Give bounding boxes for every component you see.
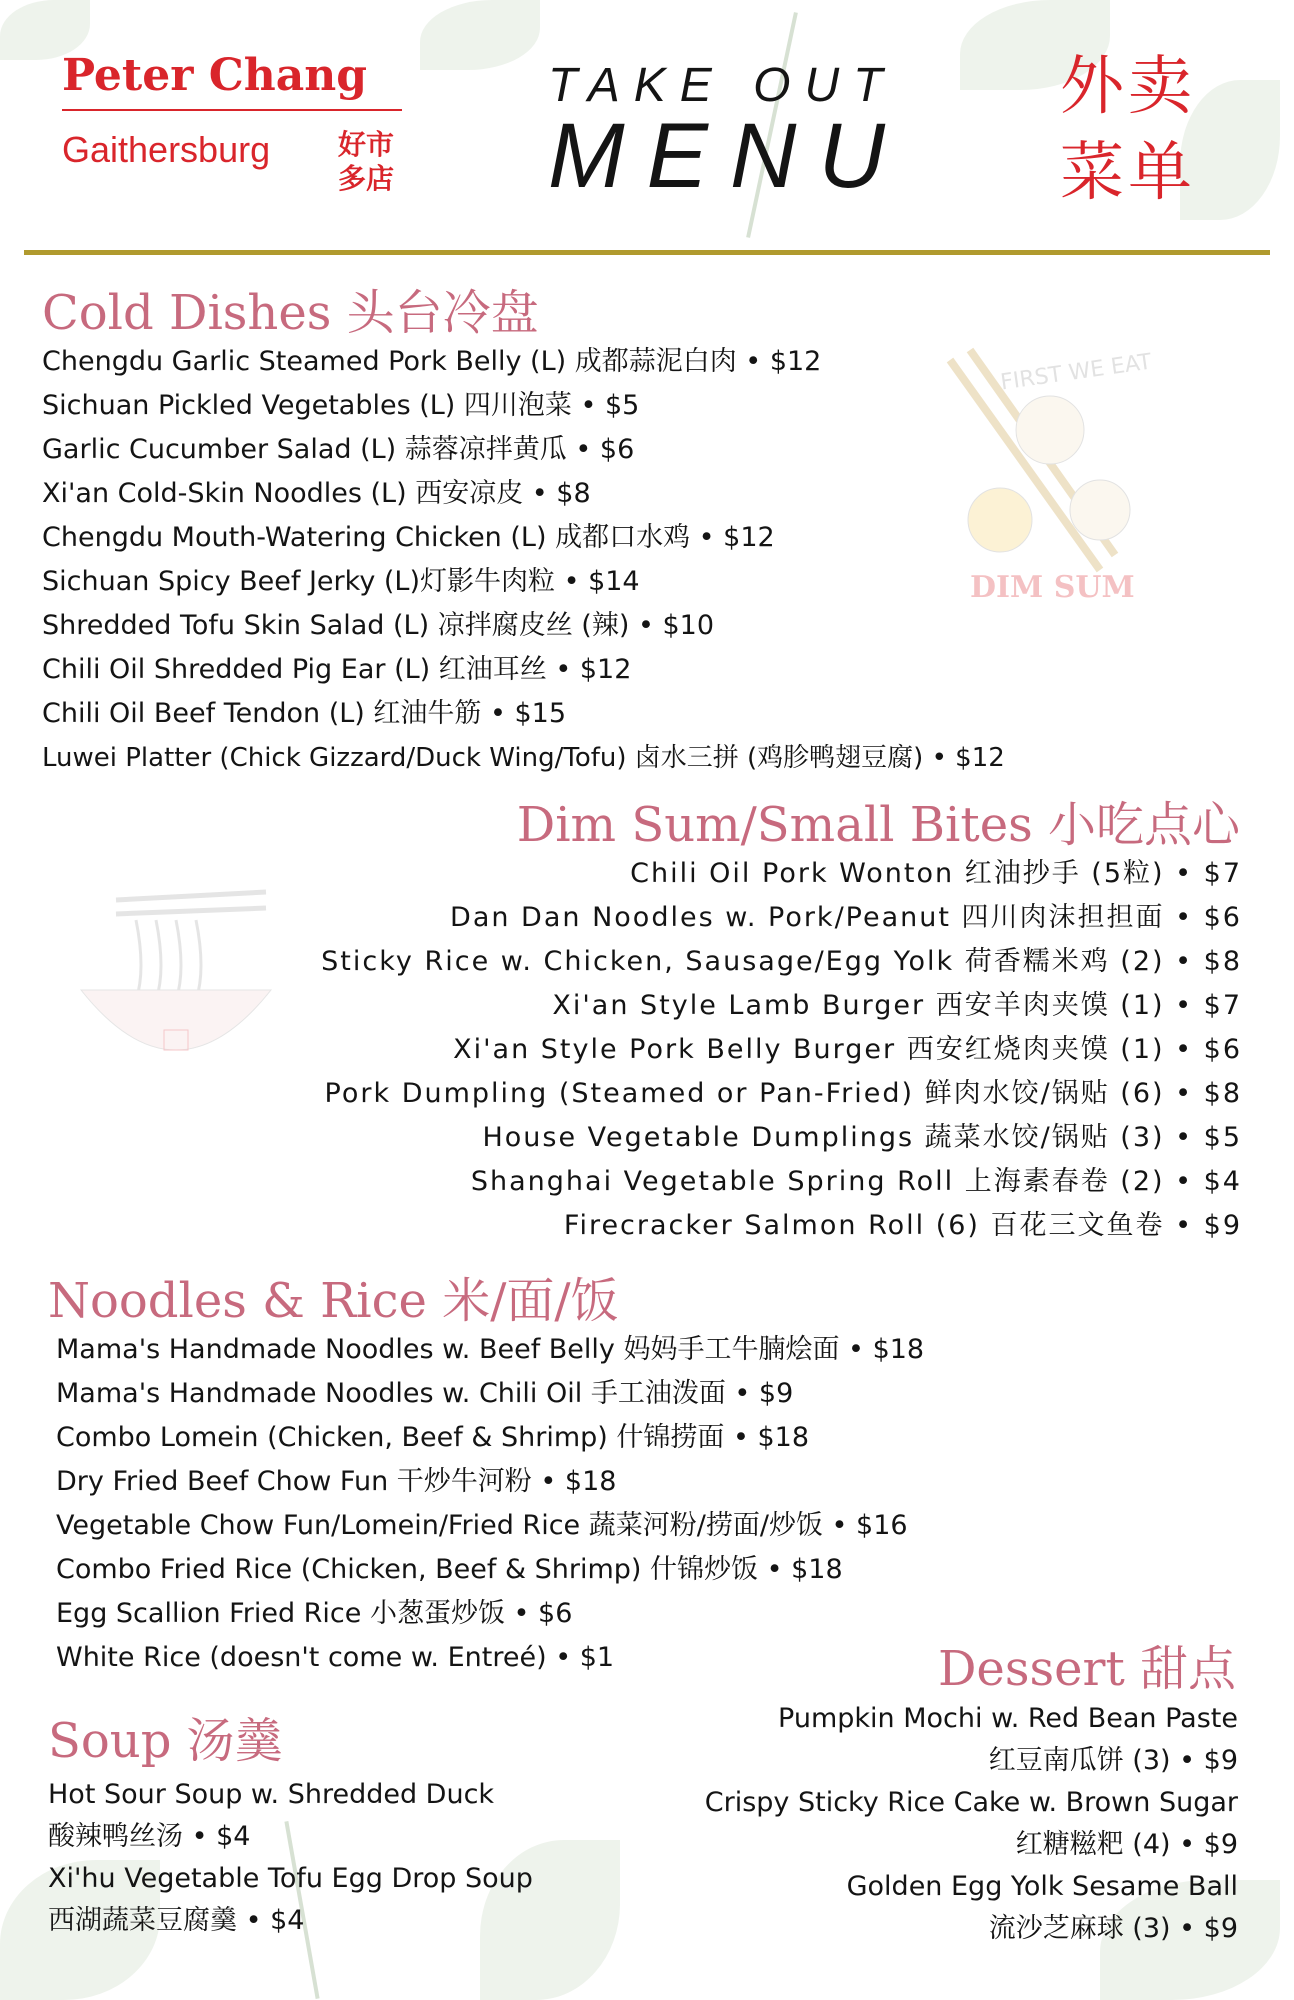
menu-item: Combo Fried Rice (Chicken, Beef & Shrimp) 什锦炒饭 • $18 bbox=[56, 1554, 843, 1585]
brand-name-text: Peter Chang bbox=[62, 50, 367, 101]
sticker-bottom-text: DIM SUM bbox=[970, 570, 1135, 605]
cold-dishes-list bbox=[42, 340, 1005, 780]
menu-item: Chengdu Mouth-Watering Chicken (L) 成都口水鸡 • $12 bbox=[42, 522, 775, 553]
menu-item: Mama's Handmade Noodles w. Beef Belly 妈妈手工牛腩烩面 • $18 bbox=[56, 1334, 925, 1365]
sticker-top-text: FIRST WE EAT bbox=[999, 349, 1154, 396]
menu-item: Vegetable Chow Fun/Lomein/Fried Rice 蔬菜河粉/捞面/炒饭 • $16 bbox=[56, 1510, 908, 1541]
title-menu: MENU bbox=[548, 105, 907, 207]
brand-name bbox=[62, 50, 422, 101]
menu-item: Chili Oil Beef Tendon (L) 红油牛筋 • $15 bbox=[42, 698, 567, 729]
menu-item: Sichuan Pickled Vegetables (L) 四川泡菜 • $5 bbox=[42, 390, 640, 421]
menu-item: Sichuan Spicy Beef Jerky (L)灯影牛肉粒 • $14 bbox=[42, 566, 640, 597]
section-title-dessert: Dessert 甜点 bbox=[937, 1641, 1236, 1697]
menu-item: Luwei Platter (Chick Gizzard/Duck Wing/Tofu) 卤水三拼 (鸡胗鸭翅豆腐) • $12 bbox=[42, 743, 1005, 773]
menu-item: House Vegetable Dumplings 蔬菜水饺/锅贴 (3) • $5 bbox=[482, 1122, 1242, 1153]
section-title-cold: Cold Dishes 头台冷盘 bbox=[42, 285, 539, 341]
brand-underline bbox=[62, 109, 402, 111]
noodles-rice-list bbox=[56, 1328, 924, 1680]
menu-item: Firecracker Salmon Roll (6) 百花三文鱼卷 • $9 bbox=[563, 1210, 1242, 1241]
noodle-bowl-illustration bbox=[76, 880, 276, 1070]
menu-item: 红豆南瓜饼 (3) • $9 bbox=[988, 1745, 1238, 1776]
menu-item: 西湖蔬菜豆腐羹 • $4 bbox=[48, 1905, 305, 1936]
menu-item: Egg Scallion Fried Rice 小葱蛋炒饭 • $6 bbox=[56, 1598, 573, 1629]
menu-item: 酸辣鸭丝汤 • $4 bbox=[48, 1821, 251, 1852]
menu-item: Xi'an Cold-Skin Noodles (L) 西安凉皮 • $8 bbox=[42, 478, 591, 509]
menu-item: Chili Oil Pork Wonton 红油抄手 (5粒) • $7 bbox=[630, 858, 1242, 889]
menu-item: 红糖糍粑 (4) • $9 bbox=[1015, 1829, 1238, 1860]
menu-item: Golden Egg Yolk Sesame Ball bbox=[846, 1871, 1238, 1902]
dessert-list bbox=[705, 1698, 1238, 1950]
menu-item: Pork Dumpling (Steamed or Pan-Fried) 鲜肉水饺/锅贴 (6) • $8 bbox=[324, 1078, 1242, 1109]
brand-location: Gaithersburg bbox=[62, 129, 271, 170]
menu-item: White Rice (doesn't come w. Entreé) • $1 bbox=[56, 1642, 615, 1673]
leaf-decoration bbox=[420, 0, 540, 70]
menu-item: Dan Dan Noodles w. Pork/Peanut 四川肉沫担担面 • $6 bbox=[450, 902, 1242, 933]
dim-sum-list bbox=[321, 852, 1242, 1248]
section-title-soup: Soup 汤羹 bbox=[48, 1713, 283, 1769]
menu-item: Crispy Sticky Rice Cake w. Brown Sugar bbox=[704, 1787, 1238, 1818]
menu-item: Chengdu Garlic Steamed Pork Belly (L) 成都蒜泥白肉 • $12 bbox=[42, 346, 822, 377]
menu-item: Pumpkin Mochi w. Red Bean Paste bbox=[778, 1703, 1238, 1734]
menu-item: Shanghai Vegetable Spring Roll 上海素春卷 (2) • $4 bbox=[470, 1166, 1242, 1197]
section-title-dimsum: Dim Sum/Small Bites 小吃点心 bbox=[516, 797, 1240, 853]
menu-item: Shredded Tofu Skin Salad (L) 凉拌腐皮丝 (辣) • $10 bbox=[42, 610, 714, 641]
title-cn: 外卖菜单 bbox=[1060, 50, 1196, 210]
menu-item: Xi'an Style Pork Belly Burger 西安红烧肉夹馍 (1) • $6 bbox=[453, 1034, 1242, 1065]
menu-item: Mama's Handmade Noodles w. Chili Oil 手工油泼面 • $9 bbox=[56, 1378, 794, 1409]
header-divider bbox=[24, 250, 1270, 255]
menu-item: Dry Fried Beef Chow Fun 干炒牛河粉 • $18 bbox=[56, 1466, 617, 1497]
menu-item: Xi'an Style Lamb Burger 西安羊肉夹馍 (1) • $7 bbox=[552, 990, 1242, 1021]
menu-item: Sticky Rice w. Chicken, Sausage/Egg Yolk 荷香糯米鸡 (2) • $8 bbox=[321, 946, 1242, 977]
soup-list bbox=[48, 1774, 533, 1942]
menu-item: Hot Sour Soup w. Shredded Duck bbox=[48, 1779, 495, 1810]
menu-item: Xi'hu Vegetable Tofu Egg Drop Soup bbox=[48, 1863, 533, 1894]
title-take-out: TAKE OUT bbox=[548, 59, 897, 112]
section-title-noodles: Noodles & Rice 米/面/饭 bbox=[48, 1273, 619, 1329]
menu-item: 流沙芝麻球 (3) • $9 bbox=[988, 1913, 1238, 1944]
menu-item: Garlic Cucumber Salad (L) 蒜蓉凉拌黄瓜 • $6 bbox=[42, 434, 635, 465]
menu-item: Chili Oil Shredded Pig Ear (L) 红油耳丝 • $12 bbox=[42, 654, 632, 685]
menu-item: Combo Lomein (Chicken, Beef & Shrimp) 什锦捞面 • $18 bbox=[56, 1422, 810, 1453]
brand-location-cn: 好市多店 bbox=[338, 128, 395, 195]
